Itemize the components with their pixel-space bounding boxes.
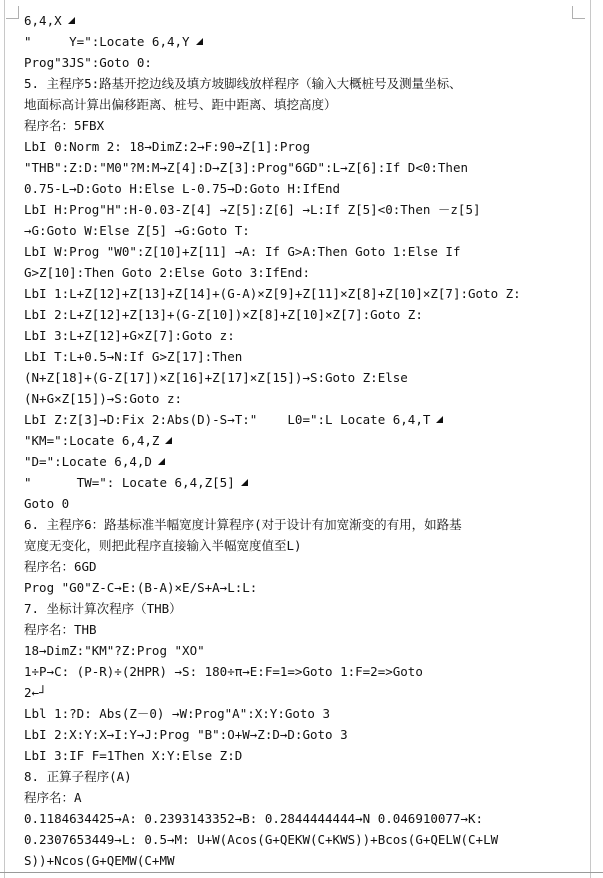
text-line-content: LbI H:Prog"H":H-0.03-Z[4] →Z[5]:Z[6] →L:If Z[5]<0:Then －z[5] bbox=[24, 202, 481, 217]
document-body[interactable] bbox=[24, 10, 590, 871]
line-break-mark-icon bbox=[241, 479, 248, 486]
text-line-content: Lbl 1:?D: Abs(Z－0) →W:Prog"A":X:Y:Goto 3 bbox=[24, 706, 330, 721]
text-line-content: LbI 3:L+Z[12]+G×Z[7]:Goto z: bbox=[24, 328, 235, 343]
text-line-content: G>Z[10]:Then Goto 2:Else Goto 3:IfEnd: bbox=[24, 265, 310, 280]
text-line[interactable] bbox=[24, 388, 590, 409]
text-line-content: S))+Ncos(G+QEMW(C+MW bbox=[24, 853, 175, 868]
text-line-content: "THB":Z:D:"M0"?M:M→Z[4]:D→Z[3]:Prog"6GD":L→Z[6]:If D<0:Then bbox=[24, 160, 469, 175]
text-line-content: LbI 3:IF F=1Then X:Y:Else Z:D bbox=[24, 748, 243, 763]
text-line[interactable] bbox=[24, 325, 590, 346]
text-line-content: 7. 坐标计算次程序（THB） bbox=[24, 601, 182, 616]
page-left-border bbox=[4, 0, 5, 878]
text-line[interactable] bbox=[24, 52, 590, 73]
text-line-content: LbI 2:L+Z[12]+Z[13]+(G-Z[10])×Z[8]+Z[10]×Z[7]:Goto Z: bbox=[24, 307, 423, 322]
text-line[interactable] bbox=[24, 535, 590, 556]
text-line-content: 0.1184634425→A: 0.2393143352→B: 0.2844444444→N 0.046910077→K: bbox=[24, 811, 484, 826]
text-line[interactable] bbox=[24, 346, 590, 367]
text-line-content: (N+Z[18]+(G-Z[17])×Z[16]+Z[17]×Z[15])→S:Goto Z:Else bbox=[24, 370, 408, 385]
text-line-content: 0.2307653449→L: 0.5→M: U+W(Acos(G+QEKW(C+KWS))+Bcos(G+QELW(C+LW bbox=[24, 832, 499, 847]
text-line[interactable] bbox=[24, 136, 590, 157]
text-line[interactable] bbox=[24, 661, 590, 682]
text-line[interactable] bbox=[24, 808, 590, 829]
text-line-content: 程序名：THB bbox=[24, 622, 97, 637]
text-line[interactable] bbox=[24, 10, 590, 31]
text-line[interactable] bbox=[24, 178, 590, 199]
text-line[interactable] bbox=[24, 451, 590, 472]
text-line[interactable] bbox=[24, 220, 590, 241]
text-line[interactable] bbox=[24, 724, 590, 745]
text-line[interactable] bbox=[24, 262, 590, 283]
text-line-content: 程序名：6GD bbox=[24, 559, 97, 574]
text-line[interactable] bbox=[24, 367, 590, 388]
text-line[interactable] bbox=[24, 73, 590, 94]
text-line[interactable] bbox=[24, 283, 590, 304]
text-line[interactable] bbox=[24, 766, 590, 787]
text-line-content: 程序名：5FBX bbox=[24, 118, 105, 133]
text-line-content: LbI 2:X:Y:X→I:Y→J:Prog "B":O+W→Z:D→D:Goto 3 bbox=[24, 727, 348, 742]
text-line-content: 0.75-L→D:Goto H:Else L-0.75→D:Goto H:IfEnd bbox=[24, 181, 341, 196]
text-line[interactable] bbox=[24, 199, 590, 220]
text-line-content: LbI Z:Z[3]→D:Fix 2:Abs(D)-S→T:" L0=":L Locate 6,4,T bbox=[24, 412, 431, 427]
text-line-content: 程序名：A bbox=[24, 790, 82, 805]
text-line-content: "KM=":Locate 6,4,Z bbox=[24, 433, 160, 448]
text-line[interactable] bbox=[24, 640, 590, 661]
text-line-content: 地面标高计算出偏移距离、桩号、距中距离、填挖高度） bbox=[24, 97, 337, 112]
text-line[interactable] bbox=[24, 619, 590, 640]
line-break-mark-icon bbox=[158, 458, 165, 465]
text-line-content: LbI T:L+0.5→N:If G>Z[17]:Then bbox=[24, 349, 243, 364]
text-line[interactable] bbox=[24, 241, 590, 262]
text-line[interactable] bbox=[24, 577, 590, 598]
text-line[interactable] bbox=[24, 745, 590, 766]
margin-corner-top-left bbox=[6, 6, 19, 19]
text-line-content: 6. 主程序6：路基标准半幅宽度计算程序(对于设计有加宽渐变的有用，如路基 bbox=[24, 517, 462, 532]
text-line[interactable] bbox=[24, 31, 590, 52]
text-line[interactable] bbox=[24, 409, 590, 430]
line-break-mark-icon bbox=[165, 437, 172, 444]
line-break-mark-icon bbox=[196, 38, 203, 45]
text-line[interactable] bbox=[24, 556, 590, 577]
text-line[interactable] bbox=[24, 703, 590, 724]
page-bottom-edge bbox=[0, 872, 603, 873]
text-line-content: " TW=": Locate 6,4,Z[5] bbox=[24, 475, 235, 490]
text-line[interactable] bbox=[24, 304, 590, 325]
text-line[interactable] bbox=[24, 514, 590, 535]
line-break-mark-icon bbox=[68, 17, 75, 24]
text-line[interactable] bbox=[24, 430, 590, 451]
text-line-content: 5. 主程序5:路基开挖边线及填方坡脚线放样程序（输入大概桩号及测量坐标、 bbox=[24, 76, 462, 91]
text-line-content: (N+G×Z[15])→S:Goto z: bbox=[24, 391, 183, 406]
text-line-content: Prog"3JS":Goto 0: bbox=[24, 55, 152, 70]
text-line-content: LbI 1:L+Z[12]+Z[13]+Z[14]+(G-A)×Z[9]+Z[11]×Z[8]+Z[10]×Z[7]:Goto Z: bbox=[24, 286, 521, 301]
text-line[interactable] bbox=[24, 115, 590, 136]
text-line[interactable] bbox=[24, 850, 590, 871]
text-line[interactable] bbox=[24, 157, 590, 178]
text-line-content: 2←┘ bbox=[24, 685, 47, 700]
text-line[interactable] bbox=[24, 682, 590, 703]
text-line-content: Goto 0 bbox=[24, 496, 70, 511]
text-line-content: →G:Goto W:Else Z[5] →G:Goto T: bbox=[24, 223, 250, 238]
text-line-content: 6,4,X bbox=[24, 13, 62, 28]
text-line-content: "D=":Locate 6,4,D bbox=[24, 454, 152, 469]
text-line-content: 8. 正算子程序(A) bbox=[24, 769, 132, 784]
text-line[interactable] bbox=[24, 94, 590, 115]
text-line[interactable] bbox=[24, 829, 590, 850]
text-line-content: Prog "G0"Z-C→E:(B-A)×E/S+A→L:L: bbox=[24, 580, 258, 595]
text-line-content: LbI W:Prog "W0":Z[10]+Z[11] →A: If G>A:Then Goto 1:Else If bbox=[24, 244, 461, 259]
text-line[interactable] bbox=[24, 787, 590, 808]
text-line[interactable] bbox=[24, 493, 590, 514]
line-break-mark-icon bbox=[436, 416, 443, 423]
page-right-border bbox=[590, 0, 591, 878]
text-line-content: " Y=":Locate 6,4,Y bbox=[24, 34, 190, 49]
text-line-content: LbI 0:Norm 2: 18→DimZ:2→F:90→Z[1]:Prog bbox=[24, 139, 310, 154]
text-line-content: 18→DimZ:"KM"?Z:Prog "XO" bbox=[24, 643, 205, 658]
text-line-content: 1÷P→C: (P-R)÷(2HPR) →S: 180÷π→E:F=1=>Goto 1:F=2=>Goto bbox=[24, 664, 423, 679]
text-line[interactable] bbox=[24, 472, 590, 493]
text-line-content: 宽度无变化，则把此程序直接输入半幅宽度值至L) bbox=[24, 538, 302, 553]
text-line[interactable] bbox=[24, 598, 590, 619]
